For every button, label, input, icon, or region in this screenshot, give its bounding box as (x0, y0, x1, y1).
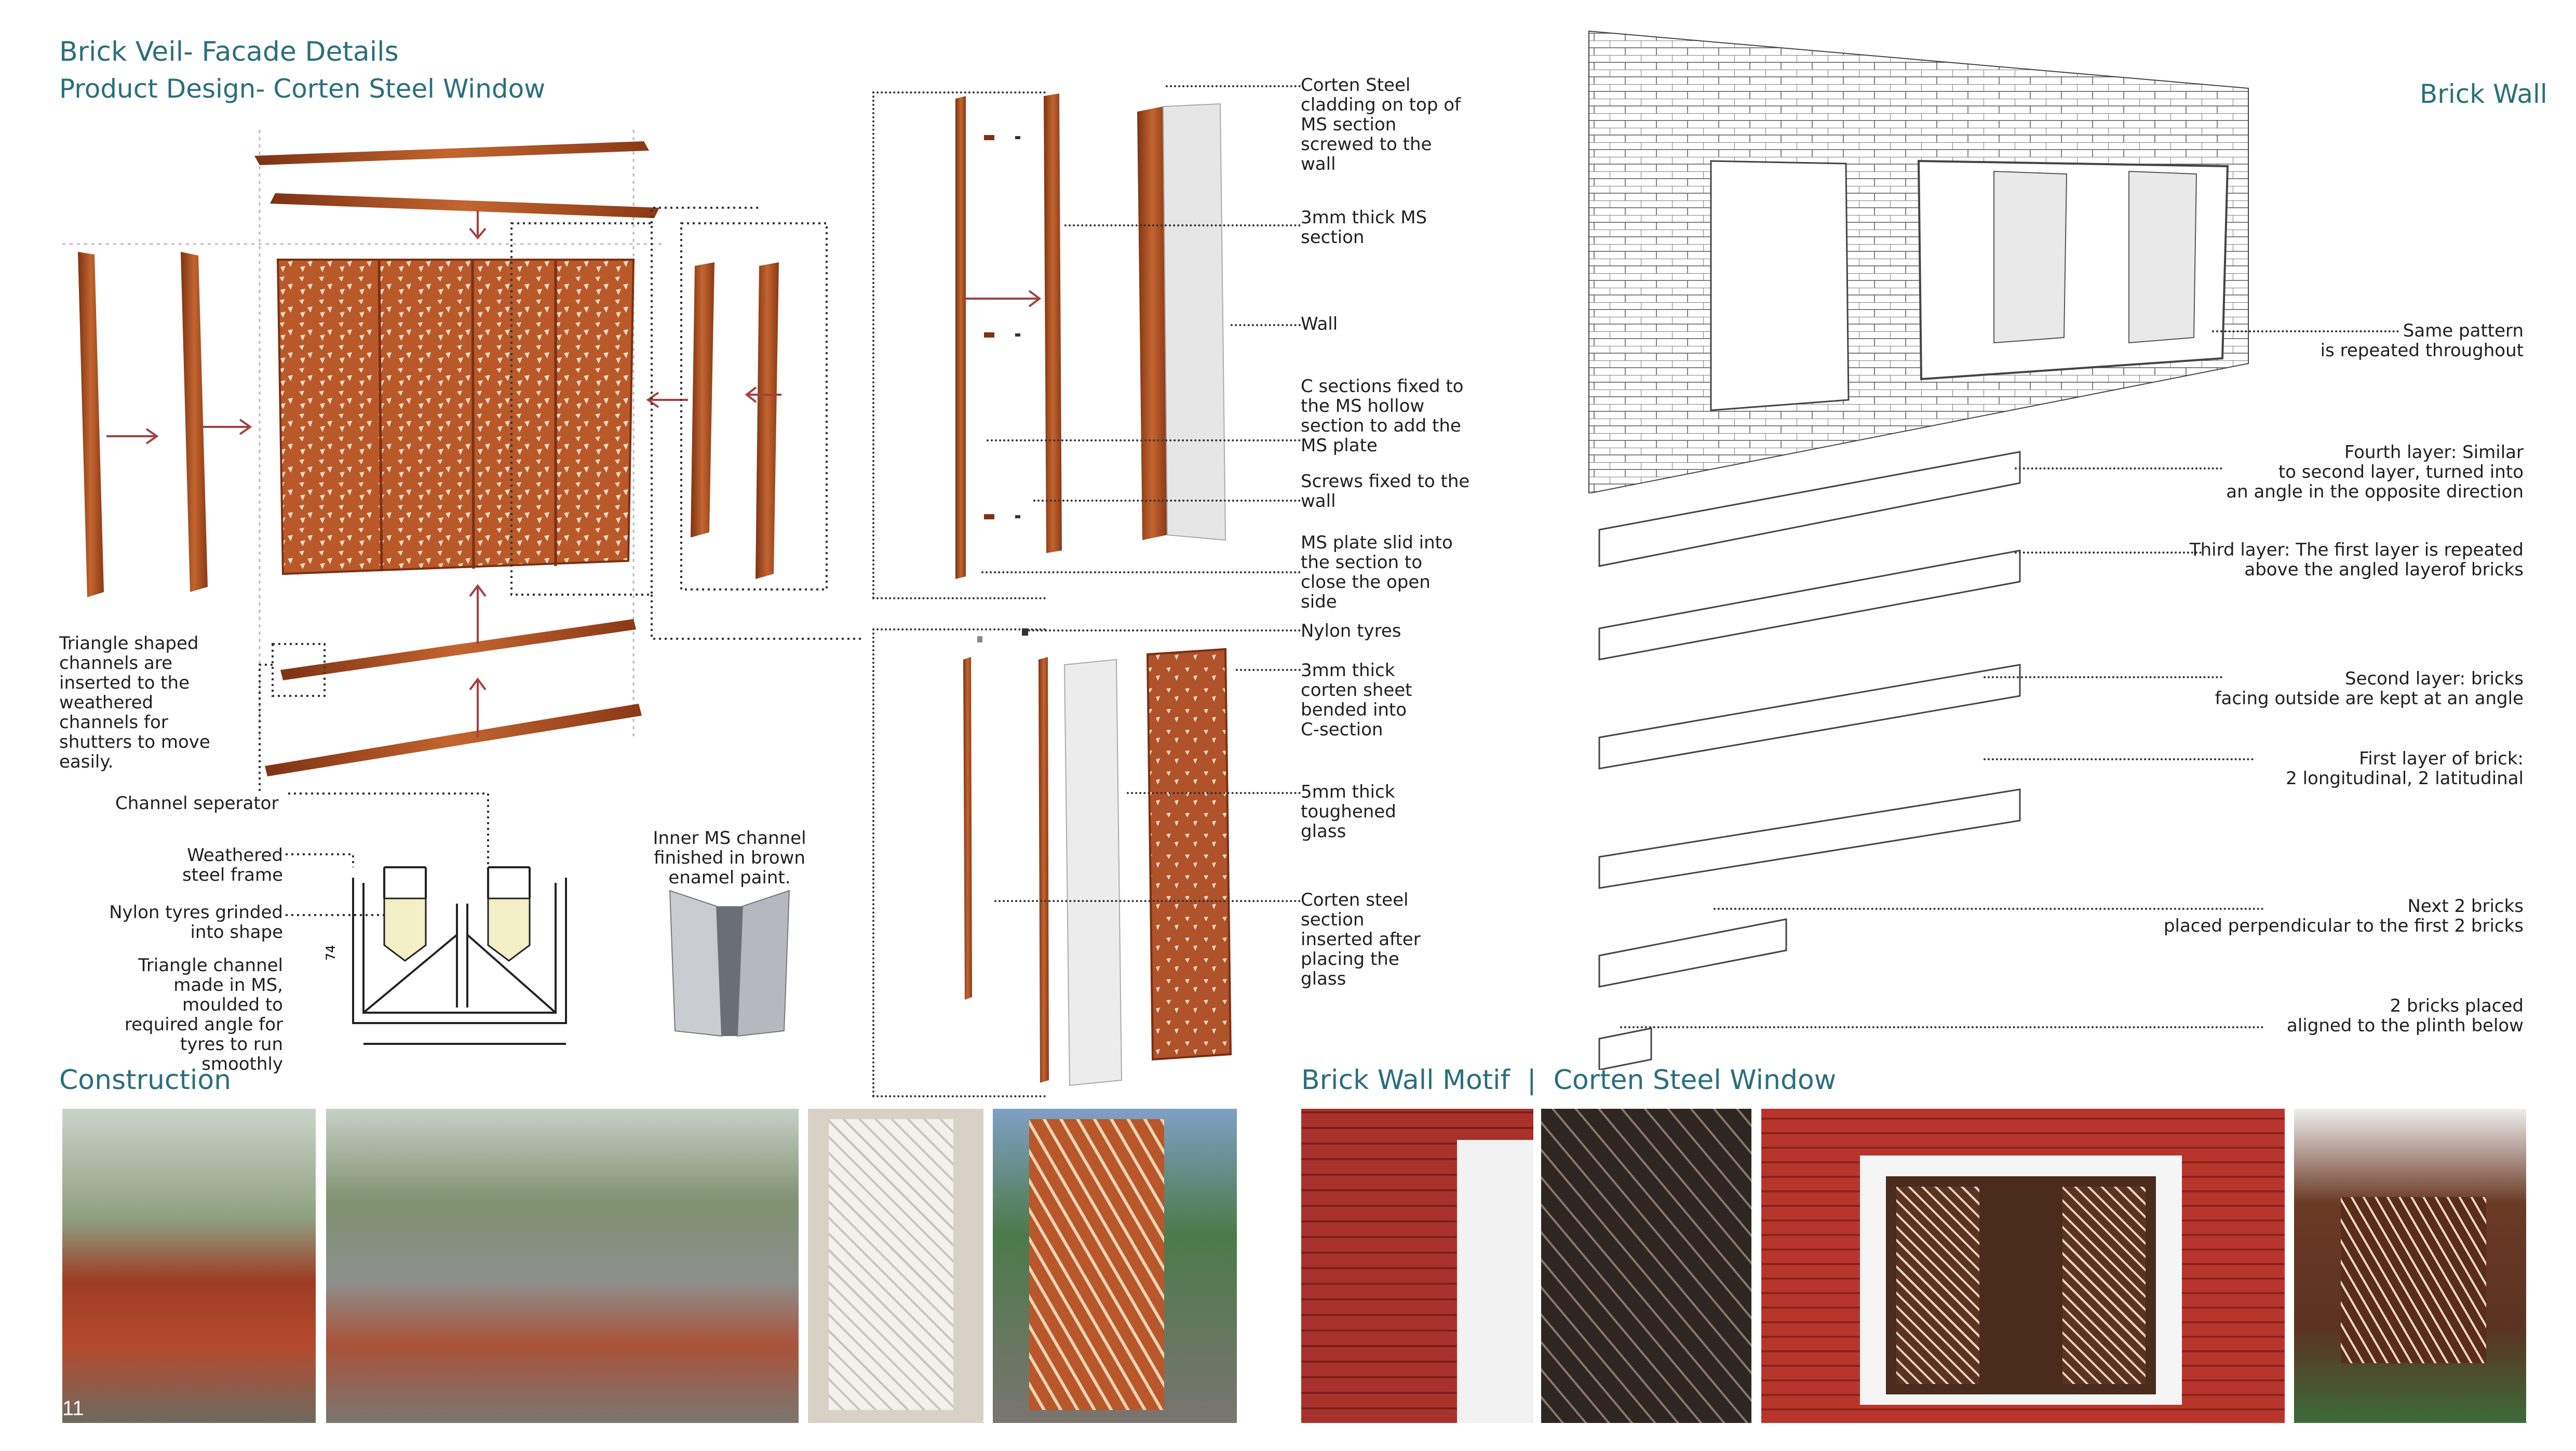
channel-section-drawing (93, 779, 613, 1054)
motif-photo-corten-closeup (1541, 1109, 1751, 1423)
next-two-bricks-label: Next 2 bricks placed perpendicular to the first 2 bricks (2163, 896, 2524, 936)
brick-wall-title: Brick Wall (2420, 79, 2547, 109)
brick-layers-drawing (1579, 426, 2046, 1070)
c-sections-label: C sections fixed to the MS hollow section to add the MS plate (1301, 376, 1464, 456)
first-layer-label: First layer of brick: 2 longitudinal, 2 latitudinal (2286, 748, 2524, 789)
weathered-frame-label: Weathered steel frame (182, 845, 283, 885)
dimension-label: 74 (323, 945, 338, 961)
construction-heading: Construction (59, 1065, 232, 1096)
two-bricks-label: 2 bricks placed aligned to the plinth below (2287, 996, 2524, 1036)
second-layer-label: Second layer: bricks facing outside are kept at an angle (2215, 668, 2524, 709)
screws-label: Screws fixed to the wall (1301, 471, 1470, 512)
ms-plate-label: MS plate slid into the section to close the open side (1301, 532, 1453, 612)
construction-photo-4 (993, 1109, 1237, 1423)
wall-label: Wall (1301, 314, 1338, 334)
same-pattern-label: Same pattern is repeated throughout (2320, 320, 2524, 361)
third-layer-label: Third layer: The first layer is repeated above the angled layerof bricks (2189, 540, 2524, 580)
corten-section-label: Corten steel section inserted after placing the glass (1301, 890, 1421, 989)
fourth-layer-label: Fourth layer: Similar to second layer, turned into an angle in the opposite direction (2226, 442, 2524, 502)
corten-sheet-label: 3mm thick corten sheet bended into C-section (1301, 660, 1412, 740)
nylon-tyres-label: Nylon tyres (1301, 621, 1401, 641)
motif-photo-entrance (2294, 1109, 2526, 1423)
ms-section-label: 3mm thick MS section (1301, 207, 1427, 248)
assembly-exploded-bottom (883, 623, 1329, 1101)
motif-heading: Brick Wall Motif | Corten Steel Window (1301, 1065, 1837, 1096)
page-title: Brick Veil- Facade Details (59, 36, 399, 68)
assembly-exploded-top (883, 83, 1329, 602)
construction-photo-2 (326, 1109, 799, 1423)
construction-photo-1 (62, 1109, 316, 1423)
motif-photo-brick-wall (1301, 1109, 1533, 1423)
page-subtitle: Product Design- Corten Steel Window (59, 74, 546, 104)
inner-channel-label: Inner MS channel finished in brown enamel paint. (653, 828, 806, 888)
triangle-channel-label: Triangle channel made in MS, moulded to required angle for tyres to run smoothly (124, 955, 283, 1074)
brick-wall-drawing (1579, 26, 2264, 493)
triangle-channel-note: Triangle shaped channels are inserted to the weathered channels for shutters to move easily. (59, 633, 210, 772)
nylon-grinded-label: Nylon tyres grinded into shape (109, 902, 283, 943)
glass-label: 5mm thick toughened glass (1301, 782, 1396, 842)
page-number: 11 (62, 1397, 84, 1420)
channel-separator-label: Channel seperator (115, 793, 279, 814)
motif-photo-window (1761, 1109, 2285, 1423)
cladding-label: Corten Steel cladding on top of MS section screwed to the wall (1301, 75, 1461, 174)
construction-photo-3 (808, 1109, 983, 1423)
inner-channel-photo (659, 885, 800, 1041)
